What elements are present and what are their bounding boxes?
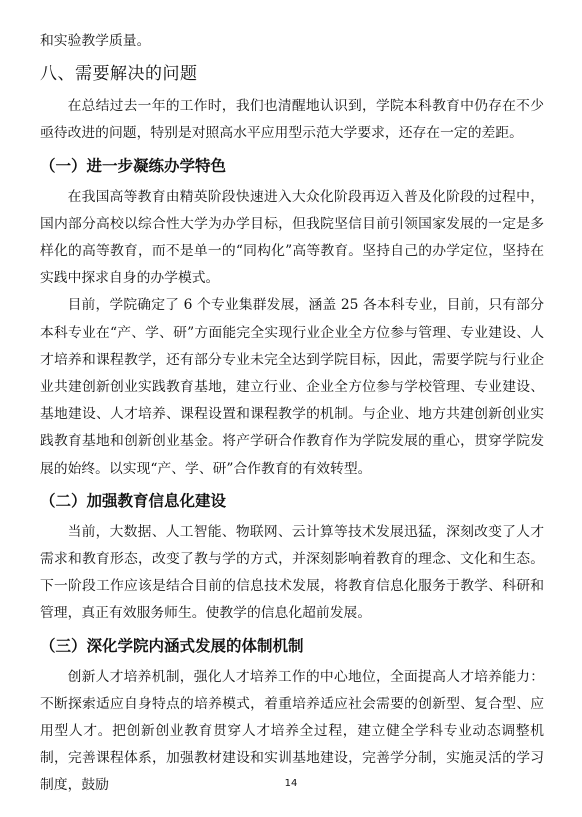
section-heading: 八、需要解决的问题 <box>40 64 198 85</box>
section-intro-paragraph: 在总结过去一年的工作时，我们也清醒地认识到，学院本科教育中仍存在不少亟待改进的问题，特别是对照高水平应用型示范大学要求，还存在一定的差距。 <box>40 98 544 142</box>
subsection-heading-1: （一）进一步凝练办学特色 <box>40 156 227 175</box>
continued-paragraph: 和实验教学质量。 <box>40 33 151 49</box>
subsection-1-paragraph-1: 在我国高等教育由精英阶段快速进入大众化阶段再迈入普及化阶段的过程中，国内部分高校以综合性大学为办学目标，但我院坚信目前引领国家发展的一定是多样化的高等教育，而不是单一的“同构化”高等教育。坚持自己的办学定位，坚持在实践中探求自身的办学模式。 <box>40 188 544 287</box>
subsection-heading-2: （二）加强教育信息化建设 <box>40 491 227 510</box>
subsection-1-paragraph-2: 目前，学院确定了 6 个专业集群发展，涵盖 25 各本科专业，目前，只有部分本科专业在“产、学、研”方面能完全实现行业企业全方位参与管理、专业建设、人才培养和课程教学，还有部分专业未完全达到学院目标，因此，需要学院与行业企业共建创新创业实践教育基地，建立行业、企业全方位参与学校管理、专业建设、基地建设、人才培养、课程设置和课程教学的机制。与企业、地方共建创新创业实践教育基地和创新创业基金。将产学研合作教育作为学院发展的重心，贯穿学院发展的始终。以实现“产、学、研”合作教育的有效转型。 <box>40 297 544 477</box>
subsection-heading-3: （三）深化学院内涵式发展的体制机制 <box>40 636 304 655</box>
document-page <box>40 28 544 800</box>
subsection-3-paragraph-1: 创新人才培养机制，强化人才培养工作的中心地位，全面提高人才培养能力：不断探索适应自身特点的培养模式，着重培养适应社会需要的创新型、复合型、应用型人才。把创新创业教育贯穿人才培养全过程，建立健全学科专业动态调整机制，完善课程体系，加强教材建设和实训基地建设，完善学分制，实施灵活的学习制度，鼓励 <box>40 668 544 794</box>
page-number: 14 <box>284 778 298 789</box>
subsection-2-paragraph-1: 当前，大数据、人工智能、物联网、云计算等技术发展迅猛，深刻改变了人才需求和教育形态，改变了教与学的方式，并深刻影响着教育的理念、文化和生态。下一阶段工作应该是结合目前的信息技术发展，将教育信息化服务于教学、科研和管理，真正有效服务师生。使教学的信息化超前发展。 <box>40 523 544 622</box>
